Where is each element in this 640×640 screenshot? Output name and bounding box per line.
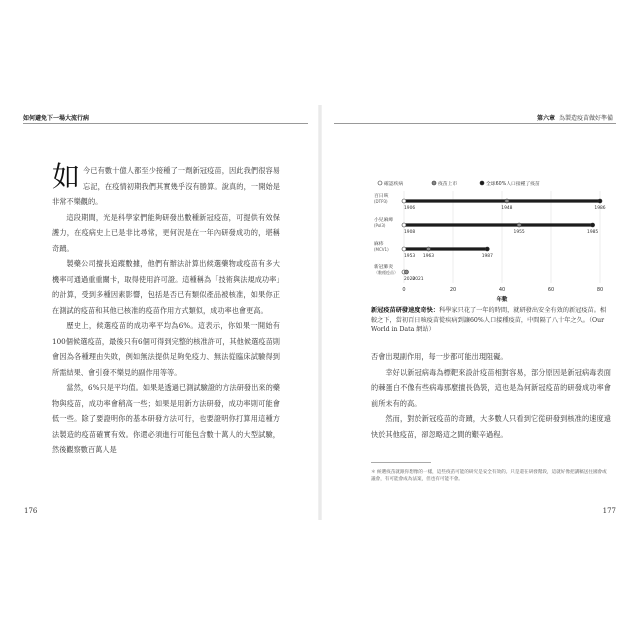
legend-label-0: 確認疾病: [384, 182, 404, 187]
paragraph-5: 當然，6%只是平均值。如果是透過已測試驗證的方法研發出來的藥物與疫苗，成功率會稍高一些；如果是用新方法研發，成功率則可能會低一些。除了要證明你的基本研發方法可行，也要證明你打算用這種方法製造的疫苗確實有效。你還必須進行可能包含數十萬人的大型試驗，然後觀察數百萬人是: [52, 383, 280, 454]
footnote: ＊ 候選疫苗就跟你想像的一樣，這些疫苗可能的研究是安全有效的。只是還在研發階段，這就好像把講稿送往國會或議會，有可能會成為法案，但也有可能不會。: [371, 470, 607, 482]
start-year-2: 1953: [404, 254, 416, 259]
x-axis-label: 年數: [496, 297, 508, 303]
vaccine-year-0: 1948: [501, 206, 513, 211]
legend-marker-0: [378, 181, 382, 185]
vaccine-timeline-chart: [374, 177, 610, 305]
row-name-0: 百日咳: [374, 194, 389, 199]
caption-body: 科學家只花了一年的時間，就研發出安全有效的新冠疫苗。相較之下，當初百日咳疫苗從疾病到讓60%人口接種疫苗，中間隔了八十年之久。（Our World in Data 網站）: [371, 307, 607, 333]
start-year-1: 1908: [404, 230, 416, 235]
timeline-bar-2: [404, 247, 487, 250]
right-page-number: 177: [602, 507, 616, 515]
right-body-text: [371, 349, 611, 442]
legend-label-1: 疫苗上市: [438, 182, 458, 187]
right-running-header: [537, 113, 613, 122]
left-page-number: 176: [24, 507, 38, 515]
left-running-header: 如何避免下一場大流行病: [23, 115, 90, 122]
vaccine-year-1: 1955: [513, 230, 525, 235]
vaccine-year-2: 1963: [422, 254, 435, 259]
footnote-rule: [371, 462, 431, 463]
right-paragraph-3: 然而，對於新冠疫苗的奇蹟，大多數人只看到它從研發到核准的速度遠快於其他疫苗，卻忽略這之間的艱辛過程。: [371, 414, 611, 439]
row-sub-0: (DTP3): [374, 199, 388, 204]
row-name-3: 新冠肺炎: [374, 265, 394, 270]
right-paragraph-2: 幸好以新冠病毒為標靶來設計疫苗相對容易，部分原因是新冠病毒表面的棘蛋白不像有些病毒那麼擅長偽裝，這也是為何新冠疫苗的研發成功率會前所未有的高。: [371, 367, 611, 408]
coverage-marker-0: [598, 199, 602, 203]
book-gutter: [318, 105, 322, 520]
paragraph-3: 製藥公司擅長追蹤數據，他們有辦法計算出候選藥物或疫苗有多大機率可通過重重關卡，取得使用許可證。這種稱為「技術與法規成功率」的計算，受到多種因素影響，包括是否已有類似產品被核准，如果你正在測試的疫苗和其他已核准的疫苗作用方式類似，成功率也會更高。: [52, 259, 280, 315]
chapter-title: 為製造疫苗做好準備: [558, 115, 613, 122]
chart-svg: [374, 177, 610, 305]
x-tick-label-1: 20: [449, 287, 457, 293]
disease-marker-2: [402, 247, 406, 251]
start-year-3: 2020: [404, 277, 416, 282]
vaccine-marker-2: [427, 247, 431, 251]
legend-marker-1: [432, 181, 436, 185]
dropcap: 如: [52, 160, 81, 193]
x-tick-label-3: 60: [547, 287, 555, 293]
x-tick-label-4: 80: [596, 287, 604, 293]
row-sub-1: (Pol3): [374, 223, 386, 228]
vaccine-marker-3: [404, 270, 408, 274]
legend-marker-2: [480, 181, 484, 185]
left-header-rule: [23, 123, 308, 124]
timeline-bar-1: [404, 223, 593, 226]
disease-marker-0: [402, 199, 406, 203]
start-year-0: 1906: [404, 206, 416, 211]
paragraph-2: 這段期間，光是科學家們能夠研發出數種新冠疫苗，可提供有效保護力，在疫病史上已是非比尋常，更何況是在一年內研發成功的，堪稱奇蹟。: [52, 212, 280, 253]
coverage-year-2: 1987: [481, 254, 493, 259]
vaccine-marker-1: [517, 223, 521, 227]
row-name-1: 小兒麻痺: [374, 218, 394, 223]
timeline-bar-0: [404, 199, 600, 202]
coverage-marker-1: [591, 223, 595, 227]
chapter-label: 第六章: [536, 115, 555, 122]
row-sub-2: (MCV1): [374, 247, 389, 252]
right-paragraph-1: 否會出現副作用，每一步都可能出現阻礙。: [371, 352, 508, 361]
row-name-2: 麻疹: [374, 242, 384, 247]
coverage-year-1: 1985: [587, 230, 599, 235]
disease-marker-1: [402, 223, 406, 227]
coverage-marker-2: [485, 247, 489, 251]
paragraph-4: 歷史上，候選疫苗的成功率平均為6%。這表示，你如果一開始有100個候選疫苗，最後只有6個可得到完整的核准許可，其他候選疫苗則會因為各種理由失敗，例如無法提供足夠免疫力、無法從臨床試驗得到所需結果、會引發不樂見的副作用等等。: [52, 321, 280, 377]
chart-caption: [371, 306, 611, 335]
row-sub-3: （數種疫苗）: [374, 270, 398, 275]
caption-title: 新冠疫苗研發速度奇快：: [371, 307, 440, 314]
vaccine-year-3: 2021: [412, 277, 424, 282]
paragraph-1: 如今已有數十億人都至少接種了一劑新冠疫苗，因此我們很容易忘記，在疫情初期我們其實幾乎沒有勝算。說真的，一開始是非常不樂觀的。: [52, 160, 280, 206]
legend-label-2: 全球60%人口接種了疫苗: [486, 182, 540, 187]
x-tick-label-0: 0: [402, 287, 406, 293]
x-tick-label-2: 40: [498, 287, 506, 293]
coverage-year-0: 1986: [594, 206, 606, 211]
left-body-text: [52, 160, 280, 458]
vaccine-marker-0: [505, 199, 509, 203]
right-header-rule: [334, 123, 616, 124]
